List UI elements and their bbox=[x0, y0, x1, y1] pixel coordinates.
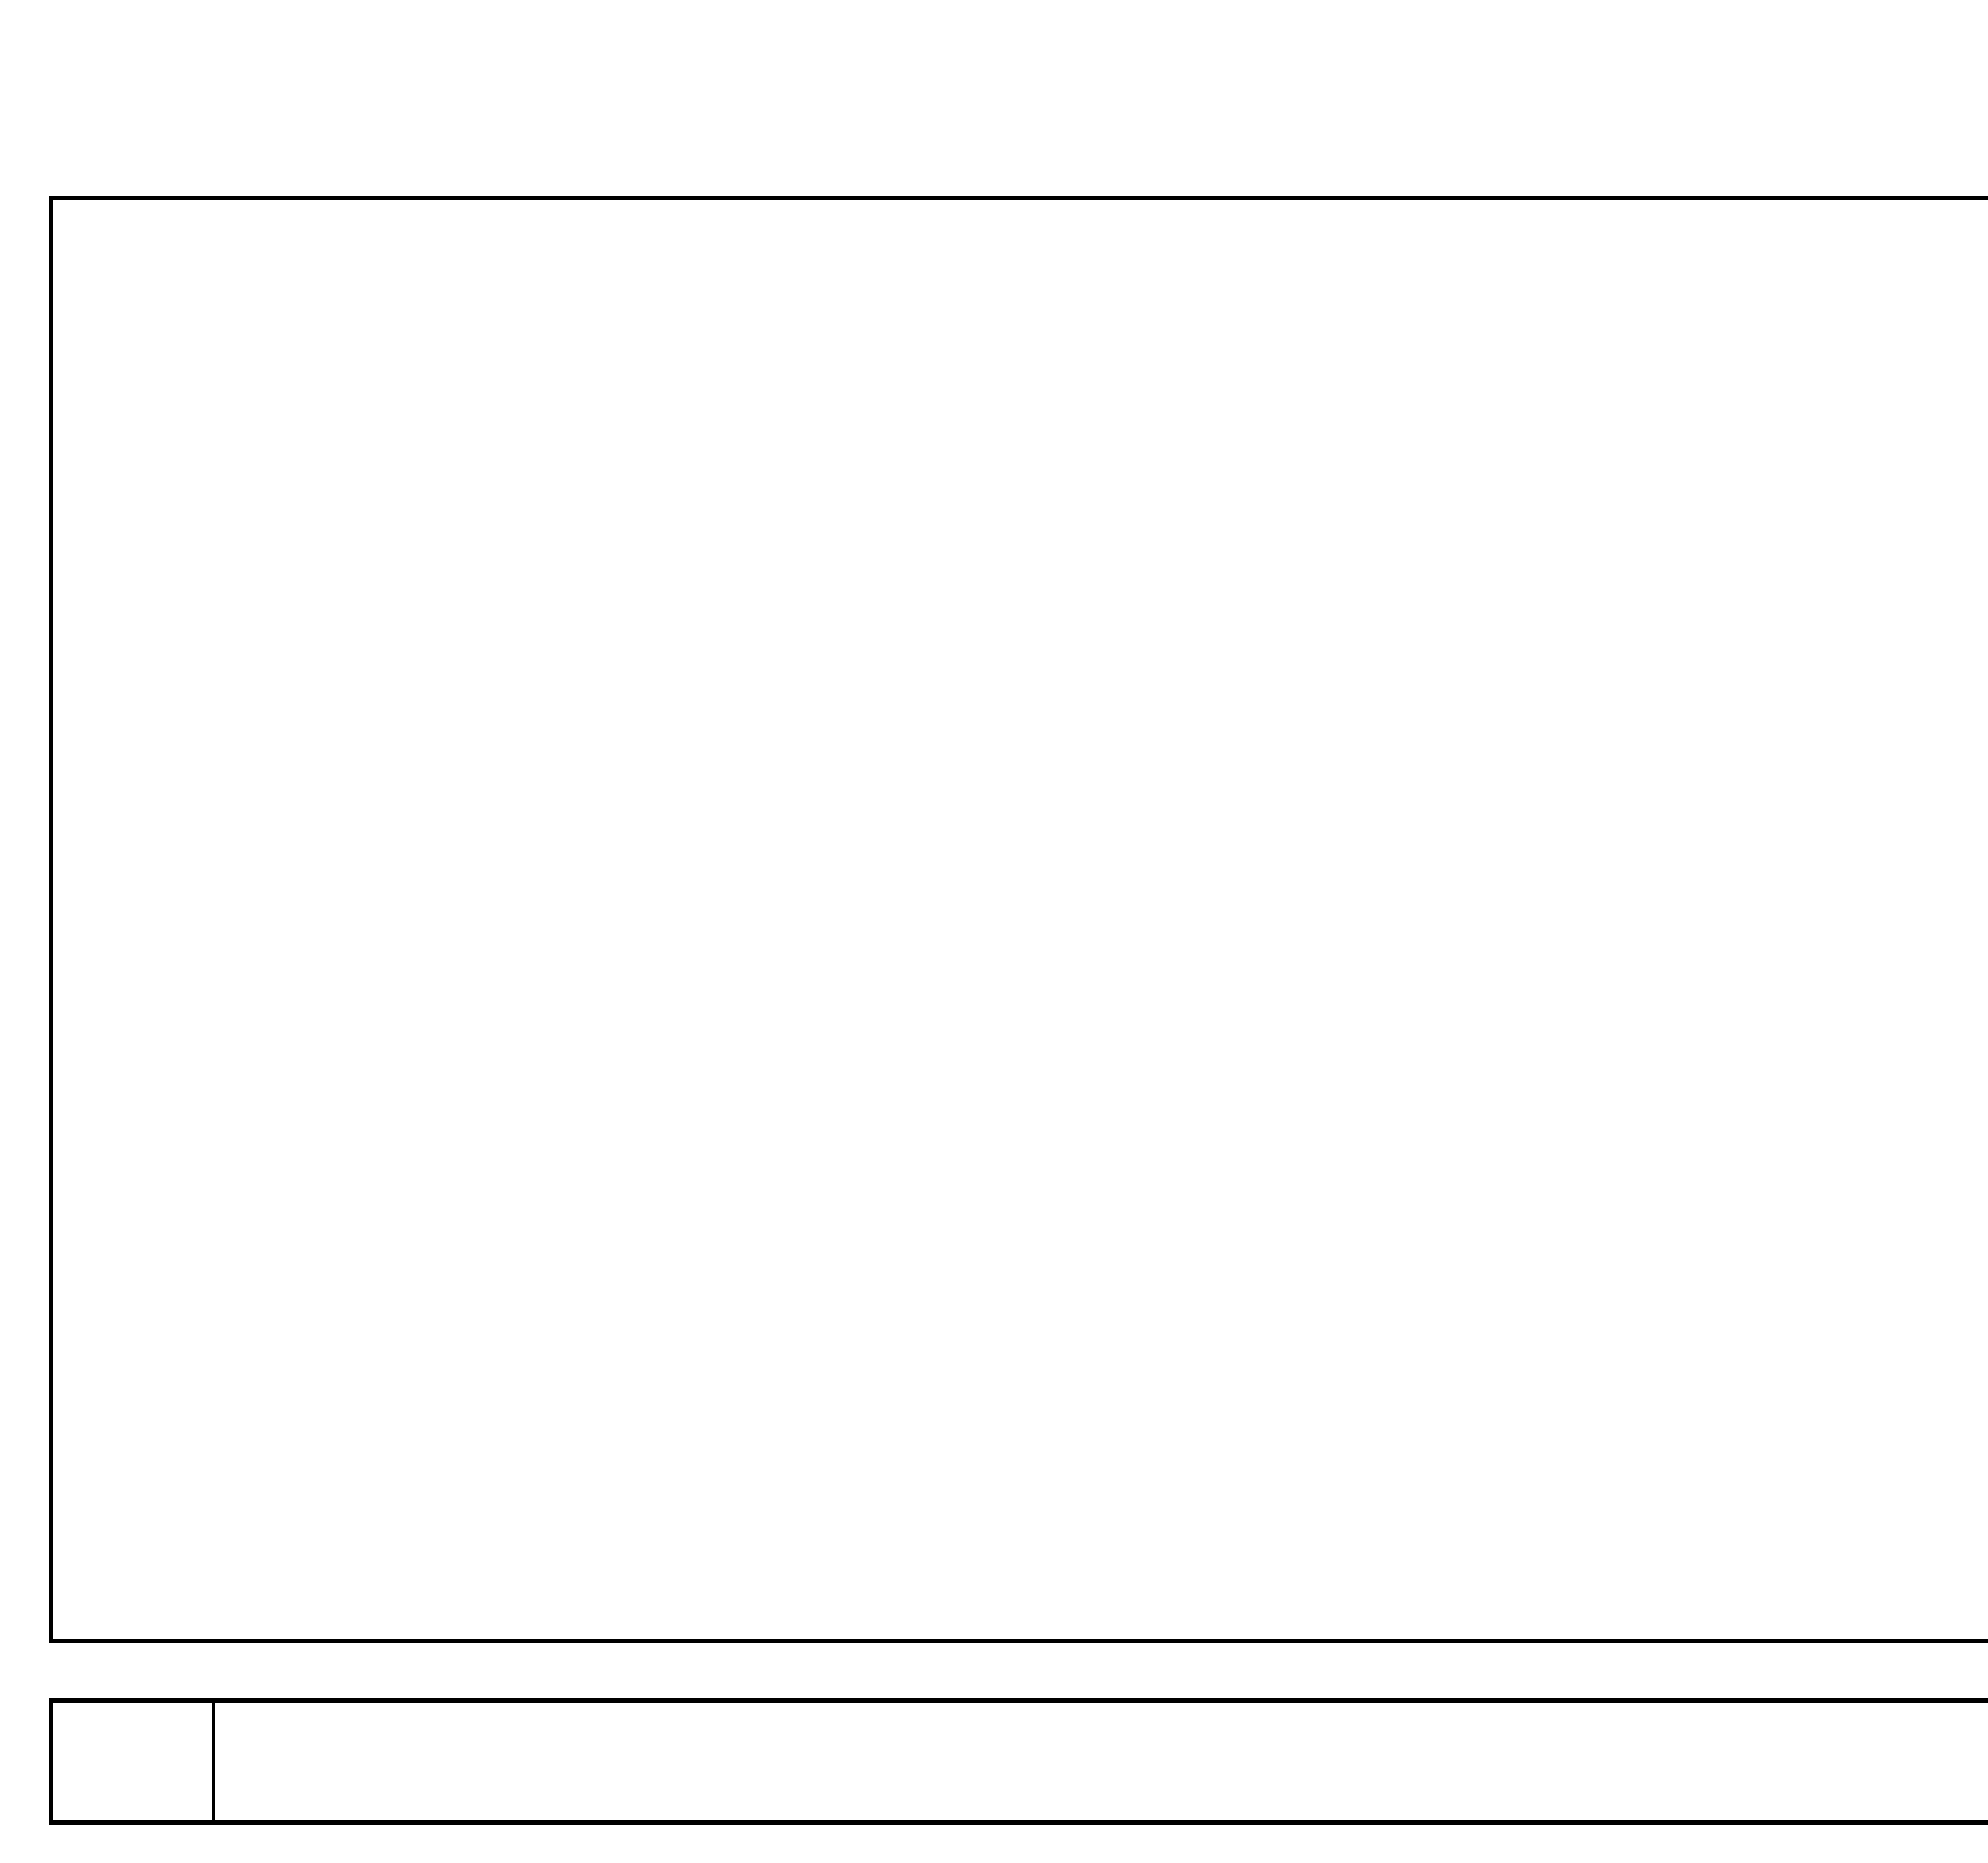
report-note bbox=[216, 1770, 222, 1809]
report-divider bbox=[212, 1703, 215, 1820]
report-label bbox=[53, 1703, 212, 1820]
report-courses bbox=[216, 1711, 222, 1750]
timetable bbox=[49, 196, 1988, 1643]
report-assignments bbox=[49, 1698, 1988, 1825]
